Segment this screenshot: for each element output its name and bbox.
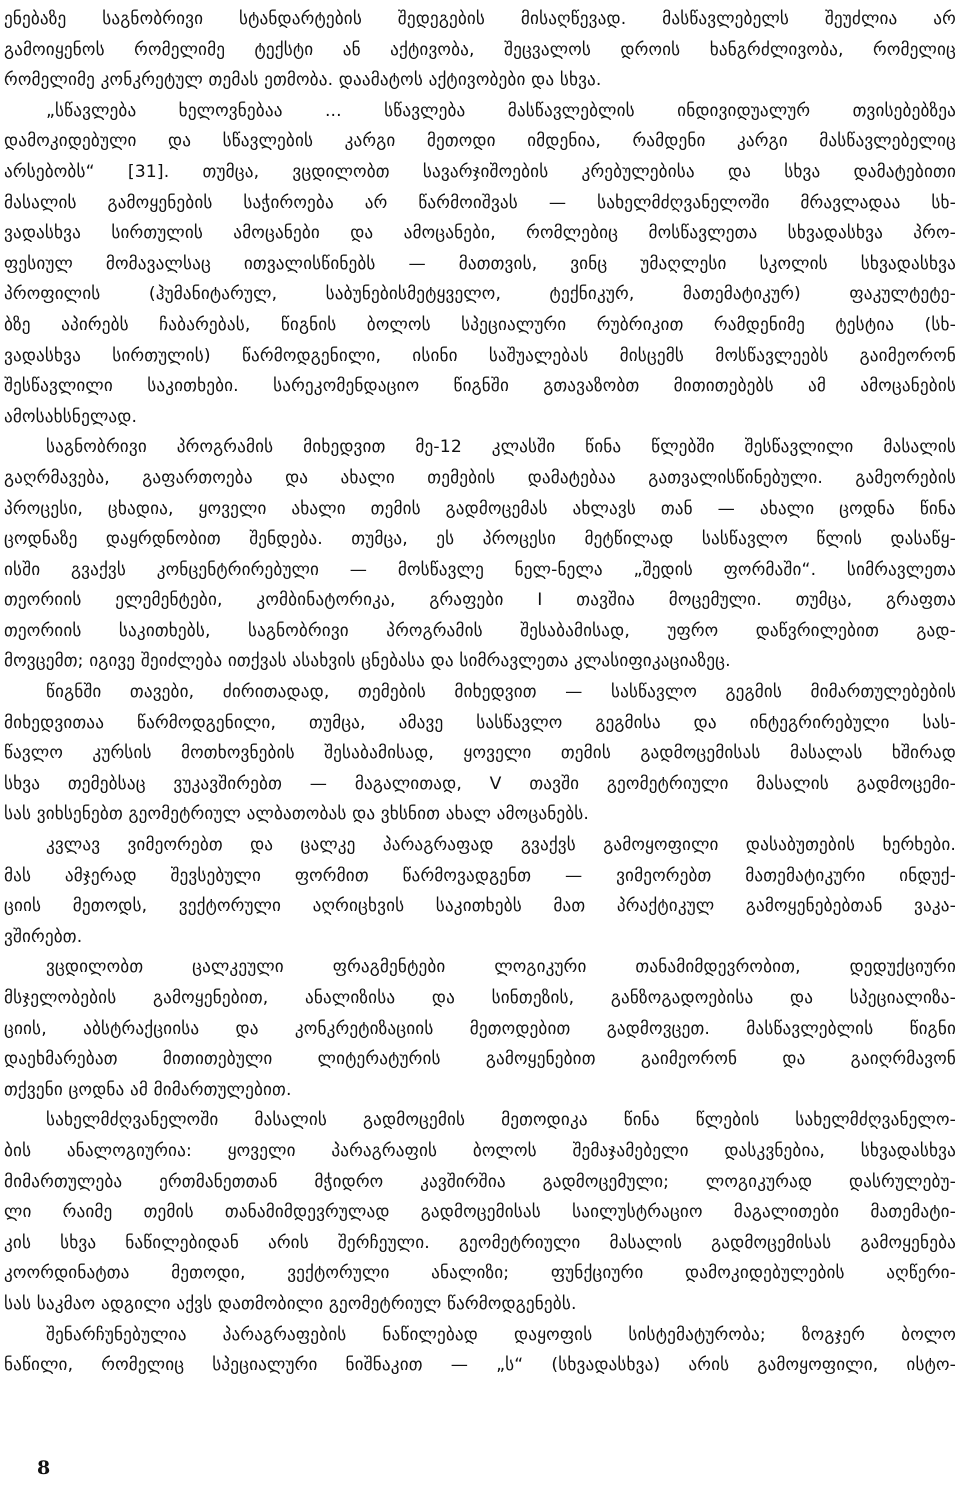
- text-line: პროფილის (ჰუმანიტარულ, საბუნებისმეტყველო, ტექნიკურ, მათემატიკურ) ფაკულტეტე-: [4, 284, 956, 305]
- text-line: მოვცემთ; იგივე შეიძლება ითქვას ასახვის ცნებასა და სიმრავლეთა კლასიფიკაციაზეც.: [4, 651, 731, 672]
- text-line: წავლო კურსის მოთხოვნების შესაბამისად, ყოველი თემის გადმოცემისას მასალას ხშირად: [4, 743, 956, 764]
- text-line: არსებობს“ [31]. თუმცა, ვცდილობთ სავარჯიშოების კრებულებისა და სხვა დამატებითი: [4, 161, 956, 182]
- text-line: ვშირებთ.: [4, 926, 83, 947]
- text-line: წიგნში თავები, ძირითადად, თემების მიხედვით — სასწავლო გეგმის მიმართულებების: [46, 682, 956, 703]
- text-line: მასალის გამოყენების საჭიროება არ წარმოიშვას — სახელმძღვანელოში მრავლადაა სხ-: [4, 192, 956, 213]
- body-text: [4, 4, 956, 1381]
- text-line: მას ამჯერად შევსებული ფორმით წარმოვადგენთ — ვიმეორებთ მათემატიკური ინდუქ-: [4, 865, 956, 886]
- text-line: სას საკმაო ადგილი აქვს დათმობილი გეომეტრიულ წარმოდგენებს.: [4, 1293, 577, 1314]
- text-line: საგნობრივი პროგრამის მიხედვით მე-12 კლასში წინა წლებში შესწავლილი მასალის: [46, 437, 956, 458]
- text-line: ვცდილობთ ცალკეული ფრაგმენტები ლოგიკური თანამიმდევრობით, დედუქციური: [46, 957, 956, 978]
- text-line: კის სხვა ნაწილებიდან არის შერჩეული. გეომეტრიული მასალის გადმოცემისას გამოყენება: [4, 1232, 956, 1253]
- text-line: პროცესი, ცხადია, ყოველი ახალი თემის გადმოცემას ახლავს თან — ახალი ცოდნა წინა: [4, 498, 956, 519]
- text-line: რომელიმე კონკრეტულ თემას ეთმობა. დაამატოს აქტივობები და სხვა.: [4, 70, 602, 91]
- text-line: თეორიის ელემენტები, კომბინატორიკა, გრაფები I თავშია მოცემული. თუმცა, გრაფთა: [4, 590, 956, 611]
- text-line: ციის მეთოდს, ვექტორული აღრიცხვის საკითხებს მათ პრაქტიკულ გამოყენებებთან ვაკა-: [4, 896, 956, 917]
- text-line: მსჯელობების გამოყენებით, ანალიზისა და სინთეზის, განზოგადოებისა და სპეციალიზა-: [4, 988, 956, 1008]
- text-line: ნაწილი, რომელიც სპეციალური ნიშნაკით — „ს“ (სხვადასხვა) არის გამოყოფილი, ისტო-: [4, 1355, 956, 1376]
- text-line: მიხედვითაა წარმოდგენილი, თუმცა, ამავე სასწავლო გეგმისა და ინტეგრირებული სას-: [4, 712, 956, 733]
- text-line: ენებაზე საგნობრივი სტანდარტების შედეგების მისაღწევად. მასწავლებელს შეუძლია არ: [4, 9, 956, 29]
- text-line: სახელმძღვანელოში მასალის გადმოცემის მეთოდიკა წინა წლების სახელმძღვანელო-: [46, 1110, 956, 1131]
- text-line: სხვა თემებსაც ვუკავშირებთ — მაგალითად, V თავში გეომეტრიული მასალის გადმოცემი-: [4, 773, 956, 794]
- text-line: შესწავლილი საკითხები. სარეკომენდაციო წიგნში გთავაზობთ მითითებებს ამ ამოცანების: [4, 376, 956, 397]
- text-line: კვლავ ვიმეორებთ და ცალკე პარაგრაფად გვაქვს გამოყოფილი დასაბუთების ხერხები.: [46, 835, 956, 856]
- text-line: გაღრმავება, გაფართოება და ახალი თემების დამატებაა გათვალისწინებული. გამეორების: [4, 467, 956, 488]
- text-line: ციის, აბსტრაქციისა და კონკრეტიზაციის მეთოდებით გადმოვცეთ. მასწავლებლის წიგნი: [4, 1018, 956, 1039]
- text-line: კოორდინატთა მეთოდი, ვექტორული ანალიზი; ფუნქციური დამოკიდებულების აღწერი-: [4, 1263, 956, 1284]
- text-line: თქვენი ცოდნა ამ მიმართულებით.: [4, 1079, 292, 1100]
- text-line: ამოსახსნელად.: [4, 406, 138, 427]
- text-line: ისში გვაქვს კონცენტრირებული — მოსწავლე ნელ-ნელა „შედის ფორმაში“. სიმრავლეთა: [4, 559, 956, 580]
- text-line: დამოკიდებული და სწავლების კარგი მეთოდი იმდენია, რამდენი კარგი მასწავლებელიც: [4, 131, 956, 152]
- text-line: ვადასხვა სირთულის ამოცანები და ამოცანები, რომლებიც მოსწავლეთა სხვადასხვა პრო-: [4, 223, 956, 244]
- text-line: დაეხმარებათ მითითებული ლიტერატურის გამოყენებით გაიმეორონ და გაიღრმავონ: [4, 1049, 956, 1070]
- text-line: მიმართულება ერთმანეთთან მჭიდრო კავშირშია გადმოცემული; ლოგიკურად დასრულებუ-: [4, 1171, 956, 1192]
- text-line: შენარჩუნებულია პარაგრაფების ნაწილებად დაყოფის სისტემატურობა; ზოგჯერ ბოლო: [46, 1324, 956, 1345]
- page-number: 8: [37, 1457, 51, 1479]
- text-line: ვადასხვა სირთულის) წარმოდგენილი, ისინი საშუალებას მისცემს მოსწავლეებს გაიმეორონ: [4, 345, 956, 366]
- text-line: ბის ანალოგიურია: ყოველი პარაგრაფის ბოლოს შემაჯამებელი დასკვნებია, სხვადასხვა: [4, 1140, 956, 1161]
- text-line: ლი რაიმე თემის თანამიმდევრულად გადმოცემისას საილუსტრაციო მაგალითები მათემატი-: [4, 1202, 956, 1223]
- text-line: სას ვიხსენებთ გეომეტრიულ ალბათობას და ვხსნით ახალ ამოცანებს.: [4, 804, 589, 825]
- text-line: გამოიყენოს რომელიმე ტექსტი ან აქტივობა, შეცვალოს დროის ხანგრძლივობა, რომელიც: [4, 39, 956, 60]
- text-line: ფესიულ მომავალსაც ითვალისწინებს — მათთვის, ვინც უმაღლესი სკოლის სხვადასხვა: [4, 253, 956, 274]
- text-line: ბზე აპირებს ჩაბარებას, წიგნის ბოლოს სპეციალური რუბრიკით რამდენიმე ტესტია (სხ-: [4, 314, 956, 335]
- text-line: ცოდნაზე დაყრდნობით შენდება. თუმცა, ეს პროცესი მეტწილად სასწავლო წლის დასაწყ-: [4, 529, 956, 550]
- text-line: თეორიის საკითხებს, საგნობრივი პროგრამის შესაბამისად, უფრო დაწვრილებით გად-: [4, 620, 956, 641]
- text-line: „სწავლება ხელოვნებაა ... სწავლება მასწავლებლის ინდივიდუალურ თვისებებზეა: [46, 100, 956, 121]
